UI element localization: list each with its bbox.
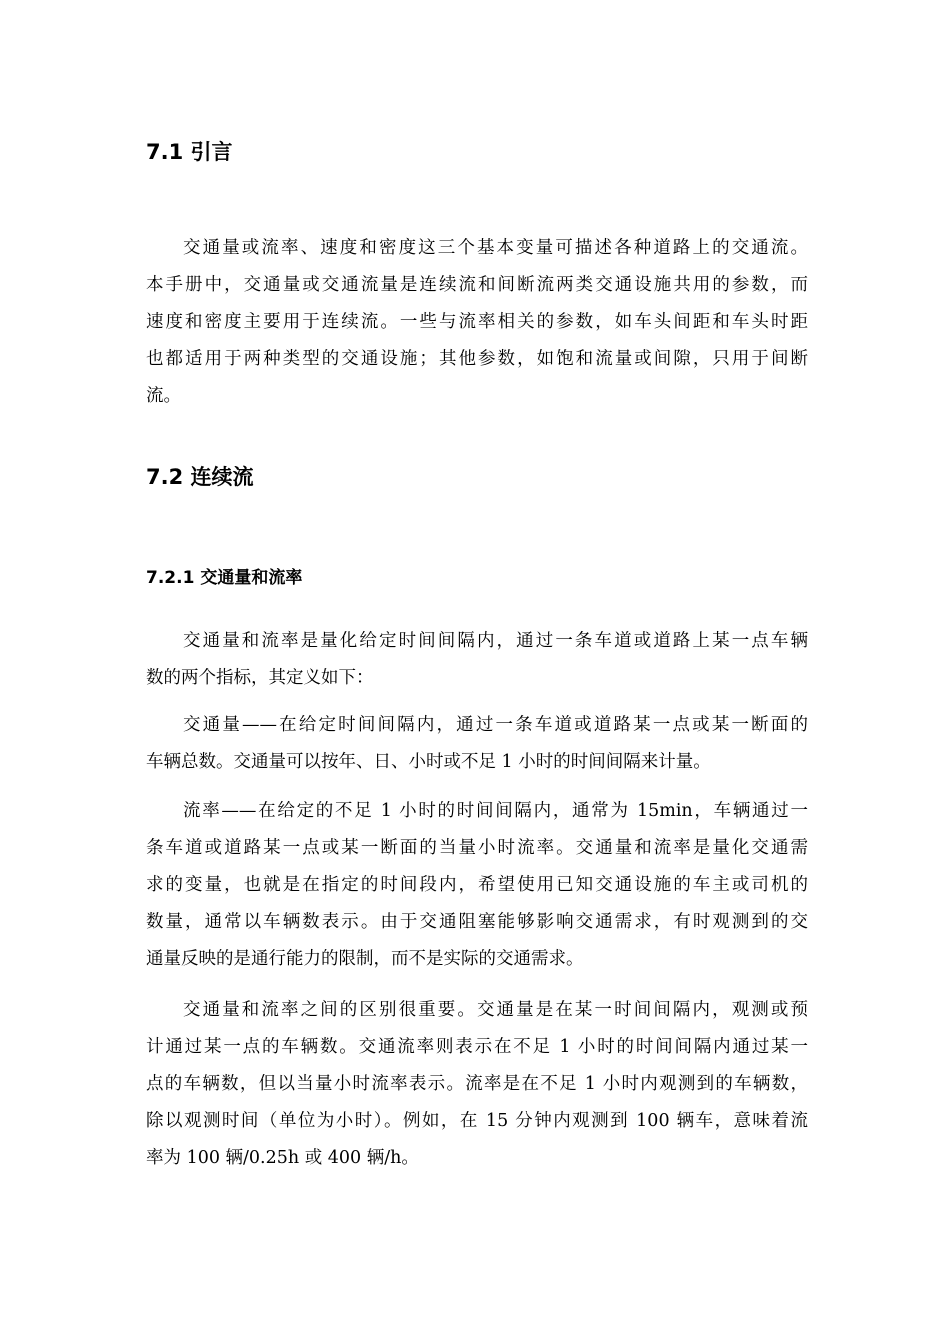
volume-vs-flow-paragraph [146,992,808,1177]
paragraph-line: 率为 100 辆/0.25h 或 400 辆/h。 [146,1148,419,1168]
paragraph-line: 交通量或流率、速度和密度这三个基本变量可描述各种道路上的交通流。 [183,238,808,258]
paragraph-line: 也都适用于两种类型的交通设施；其他参数，如饱和流量或间隙，只用于间断 [146,349,808,369]
paragraph-line: 交通量和流率之间的区别很重要。交通量是在某一时间间隔内，观测或预 [183,1000,808,1020]
paragraph-line: 数的两个指标，其定义如下： [146,668,374,688]
paragraph-line: 流。 [146,386,181,406]
paragraph-line: 本手册中，交通量或交通流量是连续流和间断流两类交通设施共用的参数，而 [146,275,808,295]
section-heading-7-1: 7.1 引言 [146,140,233,164]
paragraph-line: 条车道或道路某一点或某一断面的当量小时流率。交通量和流率是量化交通需 [146,838,808,858]
paragraph-line: 点的车辆数，但以当量小时流率表示。流率是在不足 1 小时内观测到的车辆数， [146,1074,808,1094]
volume-definition-paragraph [146,707,808,781]
paragraph-line: 交通量——在给定时间间隔内，通过一条车道或道路某一点或某一断面的 [183,715,808,735]
paragraph-line: 车辆总数。交通量可以按年、日、小时或不足 1 小时的时间间隔来计量。 [146,752,711,772]
paragraph-line: 通量反映的是通行能力的限制，而不是实际的交通需求。 [146,949,584,969]
flow-rate-definition-paragraph [146,793,808,978]
paragraph-line: 速度和密度主要用于连续流。一些与流率相关的参数，如车头间距和车头时距 [146,312,808,332]
section-heading-7-2: 7.2 连续流 [146,465,254,489]
paragraph-line: 计通过某一点的车辆数。交通流率则表示在不足 1 小时的时间间隔内通过某一 [146,1037,808,1057]
paragraph-line: 流率——在给定的不足 1 小时的时间间隔内，通常为 15min，车辆通过一 [183,801,808,821]
subsection-heading-7-2-1: 7.2.1 交通量和流率 [146,568,303,588]
intro-paragraph [146,230,808,415]
paragraph-line: 数量，通常以车辆数表示。由于交通阻塞能够影响交通需求，有时观测到的交 [146,912,808,932]
definition-intro-paragraph [146,623,808,697]
paragraph-line: 除以观测时间（单位为小时）。例如，在 15 分钟内观测到 100 辆车，意味着流 [146,1111,808,1131]
paragraph-line: 求的变量，也就是在指定的时间段内，希望使用已知交通设施的车主或司机的 [146,875,808,895]
paragraph-line: 交通量和流率是量化给定时间间隔内，通过一条车道或道路上某一点车辆 [183,631,808,651]
